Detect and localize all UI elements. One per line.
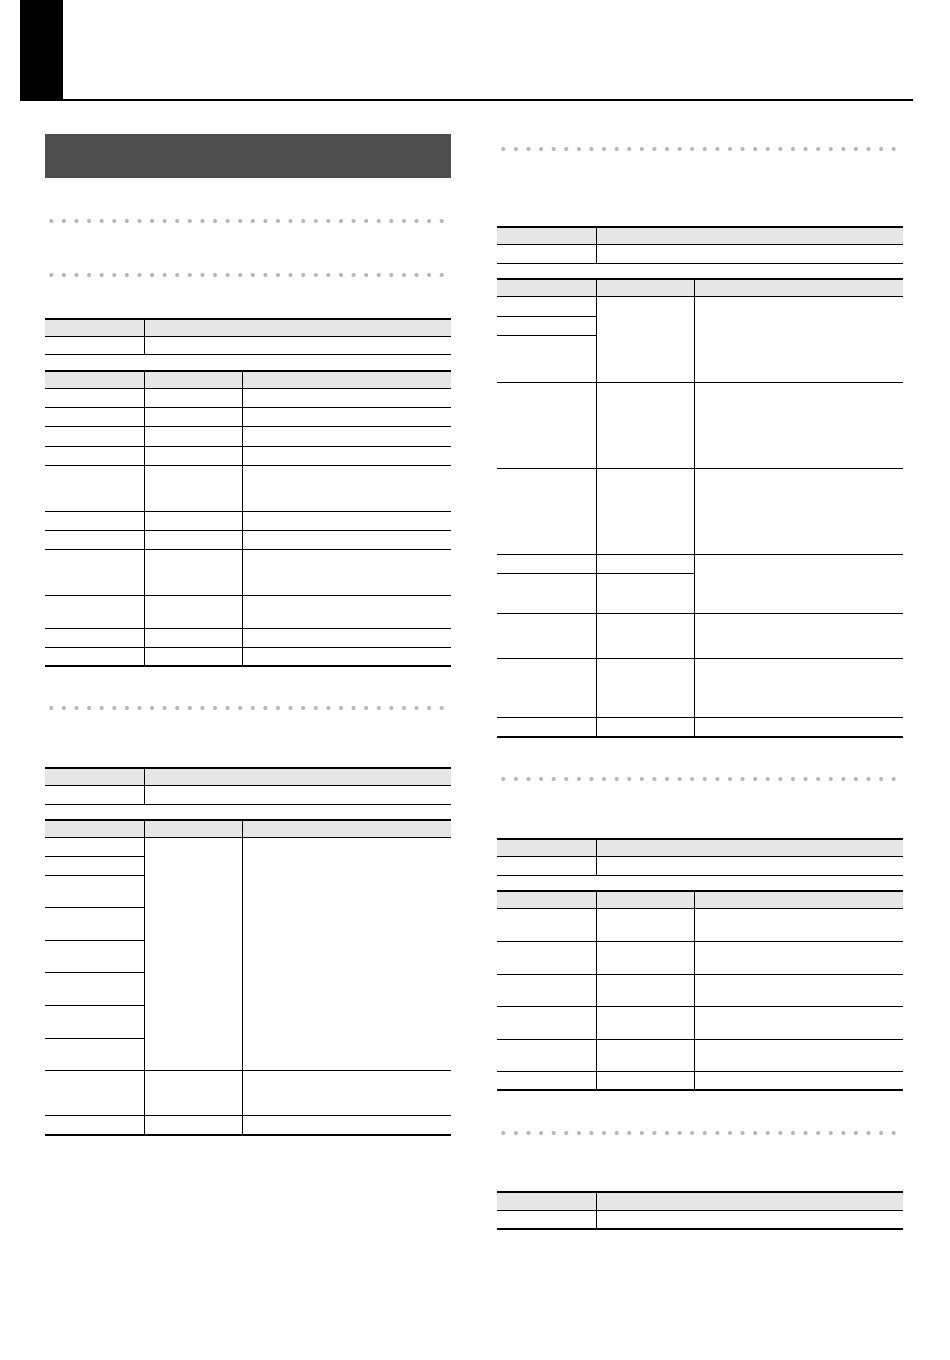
section-title-bar — [45, 134, 451, 178]
chapter-tab — [20, 0, 63, 101]
dotted-divider — [45, 218, 451, 224]
dotted-divider — [497, 146, 903, 152]
parameter-table — [497, 1191, 903, 1231]
parameter-table — [45, 318, 451, 667]
dotted-divider — [497, 1130, 903, 1136]
parameter-table — [497, 838, 903, 1092]
dotted-divider — [45, 272, 451, 278]
parameter-table — [45, 767, 451, 1137]
header-rule — [20, 99, 913, 101]
parameter-table — [497, 226, 903, 738]
dotted-divider — [497, 776, 903, 782]
dotted-divider — [45, 705, 451, 711]
